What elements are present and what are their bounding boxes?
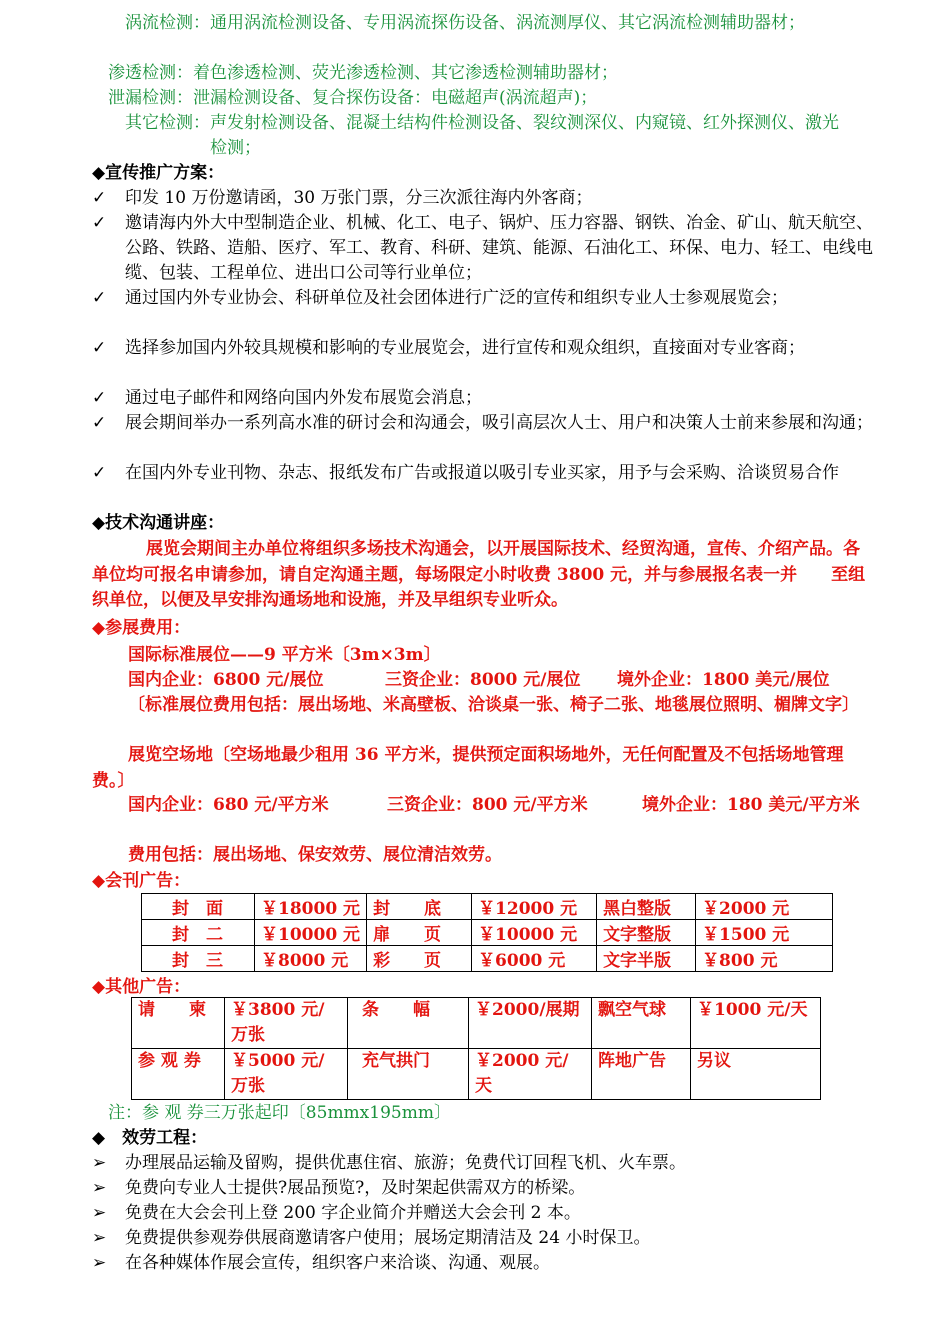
standard-booth-joint: 三资企业：8000 元/展位 xyxy=(385,670,581,690)
service-item-text: 免费在大会会刊上登 200 字企业简介并赠送大会会刊 2 本。 xyxy=(125,1203,581,1223)
service-item xyxy=(92,1151,873,1176)
table-row xyxy=(142,894,833,920)
arrow-bullet-icon: ➢ xyxy=(92,1178,107,1198)
lecture-text: 展览会期间主办单位将组织多场技术沟通会，以开展国际技术、经贸沟通，宣传、介绍产品。各单位均可报名申请参加，请自定沟通主题，每场限定小时收费 3800 元，并与参展报名表一并 至组织单位，以便及早安排沟通场地和设施，并及早组织专业听众。 xyxy=(92,539,866,610)
table-cell: ￥3800 元/万张 xyxy=(225,998,348,1049)
arrow-bullet-icon: ➢ xyxy=(92,1228,107,1248)
table-cell: 黑白整版 xyxy=(597,894,696,920)
promotion-item-text: 在国内外专业刊物、杂志、报纸发布广告或报道以吸引专业买家，用予与会采购、洽谈贸易合作 xyxy=(125,463,839,483)
detection-row-leak xyxy=(108,86,893,111)
table-cell: 飘空气球 xyxy=(592,998,691,1049)
promotion-item-text: 展会期间举办一系列高水准的研讨会和沟通会，吸引高层次人士、用户和决策人士前来参展和沟通； xyxy=(125,413,873,433)
table-cell: 文字整版 xyxy=(597,920,696,946)
table-cell: 文字半版 xyxy=(597,946,696,972)
service-item xyxy=(92,1226,873,1251)
detection-row-other xyxy=(125,111,850,161)
table-cell: 参 观 券 xyxy=(132,1049,225,1100)
lecture-heading: ◆技术沟通讲座： xyxy=(92,513,225,533)
table-row xyxy=(142,946,833,972)
table-cell: ￥6000 元 xyxy=(472,946,597,972)
table-cell: 彩 页 xyxy=(367,946,472,972)
check-icon: ✓ xyxy=(92,388,107,408)
detection-text: 着色渗透检测、荧光渗透检测、其它渗透检测辅助器材； xyxy=(193,63,618,83)
table-cell: ￥12000 元 xyxy=(472,894,597,920)
table-cell: 封 二 xyxy=(142,920,255,946)
promotion-item xyxy=(92,386,873,411)
detection-text: 声发射检测设备、混凝土结构件检测设备、裂纹测深仪、内窥镜、红外探测仪、激光检测； xyxy=(210,113,839,158)
promotion-item-text: 通过电子邮件和网络向国内外发布展览会消息； xyxy=(125,388,482,408)
service-item xyxy=(92,1176,873,1201)
table-cell: ￥5000 元/万张 xyxy=(225,1049,348,1100)
detection-label: 涡流检测： xyxy=(125,13,210,33)
table-cell: ￥2000 元 xyxy=(696,894,833,920)
table-row xyxy=(132,998,821,1049)
space-joint: 三资企业：800 元/平方米 xyxy=(387,795,588,815)
check-icon: ✓ xyxy=(92,188,107,208)
space-domestic: 国内企业：680 元/平方米 xyxy=(128,795,329,815)
check-icon: ✓ xyxy=(92,213,107,233)
journal-ads-table xyxy=(141,893,833,972)
promotion-item xyxy=(92,411,873,436)
other-ads-note: 注：参 观 券三万张起印〔85mmx195mm〕 xyxy=(108,1103,451,1123)
table-cell: ￥8000 元 xyxy=(255,946,367,972)
check-icon: ✓ xyxy=(92,338,107,358)
promotion-item xyxy=(92,336,873,361)
detection-text: 泄漏检测设备、复合探伤设备：电磁超声(涡流超声)； xyxy=(193,88,598,108)
standard-booth-foreign: 境外企业：1800 美元/展位 xyxy=(617,670,830,690)
check-icon: ✓ xyxy=(92,288,107,308)
detection-label: 渗透检测： xyxy=(108,63,193,83)
table-cell: ￥1000 元/天 xyxy=(691,998,821,1049)
service-item-text: 免费向专业人士提供?展品预览?，及时架起供需双方的桥梁。 xyxy=(125,1178,586,1198)
detection-row-eddy xyxy=(125,11,850,36)
promotion-item-text: 选择参加国内外较具规模和影响的专业展览会，进行宣传和观众组织，直接面对专业客商； xyxy=(125,338,805,358)
fees-heading: ◆参展费用： xyxy=(92,618,191,638)
table-cell: 阵地广告 xyxy=(592,1049,691,1100)
table-cell: ￥800 元 xyxy=(696,946,833,972)
table-cell: 封 三 xyxy=(142,946,255,972)
standard-booth-domestic: 国内企业：6800 元/展位 xyxy=(128,670,324,690)
promotion-item xyxy=(92,211,873,286)
promotion-item-text: 通过国内外专业协会、科研单位及社会团体进行广泛的宣传和组织专业人士参观展览会； xyxy=(125,288,788,308)
standard-booth-title: 国际标准展位——9 平方米〔3m×3m〕 xyxy=(128,645,441,665)
promotion-heading: ◆宣传推广方案： xyxy=(92,163,225,183)
promotion-item-text: 印发 10 万份邀请函，30 万张门票，分三次派往海内外客商； xyxy=(125,188,593,208)
table-cell: ￥18000 元 xyxy=(255,894,367,920)
arrow-bullet-icon: ➢ xyxy=(92,1253,107,1273)
check-icon: ✓ xyxy=(92,413,107,433)
table-cell: 封 底 xyxy=(367,894,472,920)
table-cell: ￥2000/展期 xyxy=(469,998,592,1049)
table-cell: 封 面 xyxy=(142,894,255,920)
service-item-text: 在各种媒体作展会宣传，组织客户来洽谈、沟通、观展。 xyxy=(125,1253,550,1273)
table-cell: ￥1500 元 xyxy=(696,920,833,946)
arrow-bullet-icon: ➢ xyxy=(92,1153,107,1173)
table-cell: 条 幅 xyxy=(348,998,469,1049)
standard-booth-includes: 〔标准展位费用包括：展出场地、米高壁板、洽谈桌一张、椅子二张、地毯展位照明、楣牌文字〕 xyxy=(128,695,859,715)
check-icon: ✓ xyxy=(92,463,107,483)
table-cell: 另议 xyxy=(691,1049,821,1100)
other-ads-heading: ◆其他广告： xyxy=(92,977,191,997)
service-item xyxy=(92,1201,873,1226)
detection-label: 其它检测： xyxy=(125,113,210,133)
service-item xyxy=(92,1251,873,1276)
table-cell: 扉 页 xyxy=(367,920,472,946)
journal-ads-heading: ◆会刊广告： xyxy=(92,871,191,891)
promotion-item xyxy=(92,186,873,211)
table-cell: ￥2000 元/天 xyxy=(469,1049,592,1100)
detection-label: 泄漏检测： xyxy=(108,88,193,108)
table-cell: 请 柬 xyxy=(132,998,225,1049)
table-row xyxy=(132,1049,821,1100)
other-ads-table xyxy=(131,997,821,1100)
table-cell: ￥10000 元 xyxy=(255,920,367,946)
promotion-item-text: 邀请海内外大中型制造企业、机械、化工、电子、锅炉、压力容器、钢铁、冶金、矿山、航天航空、公路、铁路、造船、医疗、军工、教育、科研、建筑、能源、石油化工、环保、电力、轻工、电线电缆、包装、工程单位、进出口公司等行业单位； xyxy=(125,213,873,283)
detection-row-penetrant xyxy=(108,61,893,86)
arrow-bullet-icon: ➢ xyxy=(92,1203,107,1223)
table-cell: 充气拱门 xyxy=(348,1049,469,1100)
table-row xyxy=(142,920,833,946)
space-foreign: 境外企业：180 美元/平方米 xyxy=(642,795,860,815)
service-heading: ◆ 效劳工程： xyxy=(92,1128,208,1148)
space-includes: 费用包括：展出场地、保安效劳、展位清洁效劳。 xyxy=(128,845,502,865)
service-item-text: 免费提供参观券供展商邀请客户使用；展场定期清洁及 24 小时保卫。 xyxy=(125,1228,651,1248)
space-title: 展览空场地〔空场地最少租用 36 平方米，提供预定面积场地外，无任何配置及不包括场地管理费。〕 xyxy=(92,745,844,791)
detection-text: 通用涡流检测设备、专用涡流探伤设备、涡流测厚仪、其它涡流检测辅助器材； xyxy=(210,13,805,33)
promotion-item xyxy=(92,461,873,486)
table-cell: ￥10000 元 xyxy=(472,920,597,946)
service-item-text: 办理展品运输及留购，提供优惠住宿、旅游；免费代订回程飞机、火车票。 xyxy=(125,1153,686,1173)
promotion-item xyxy=(92,286,915,311)
